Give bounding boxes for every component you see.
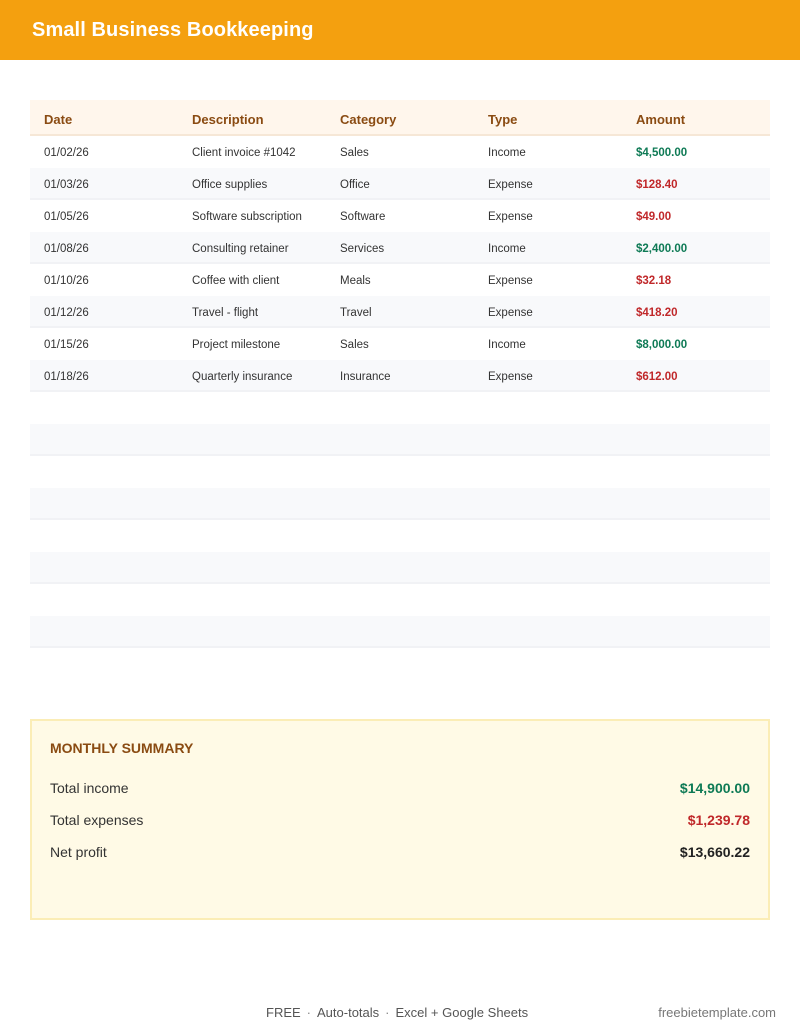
separator-dot: · [306,1005,312,1020]
cell-category: Sales [340,339,369,351]
cell-amount: $612.00 [636,371,678,383]
empty-row [30,520,770,552]
column-header-date: Date [44,112,73,127]
net-profit-label: Net profit [50,844,107,860]
cell-date: 01/18/26 [44,371,89,383]
cell-description: Project milestone [192,339,281,351]
cell-date: 01/12/26 [44,307,89,319]
footer-site-link[interactable]: freebietemplate.com [658,1005,776,1020]
empty-row [30,616,770,648]
cell-amount: $32.18 [636,275,672,287]
cell-description: Travel - flight [192,307,259,319]
cell-description: Consulting retainer [192,243,289,255]
cell-date: 01/05/26 [44,211,89,223]
cell-amount: $8,000.00 [636,339,688,351]
footer-formats: Excel + Google Sheets [395,1005,529,1020]
table-row [30,328,770,360]
summary-total-expenses [50,812,750,832]
cell-type: Expense [488,179,533,191]
cell-type: Expense [488,211,533,223]
cell-date: 01/10/26 [44,275,89,287]
cell-date: 01/15/26 [44,339,89,351]
summary-net-profit [50,844,750,864]
cell-date: 01/02/26 [44,147,89,159]
total-income-value: $14,900.00 [679,780,750,796]
table-row [30,200,770,232]
cell-category: Meals [340,275,371,287]
cell-type: Income [488,339,526,351]
cell-type: Expense [488,275,533,287]
cell-date: 01/03/26 [44,179,89,191]
cell-type: Income [488,243,526,255]
empty-row [30,392,770,424]
monthly-summary-box [30,719,770,920]
net-profit-value: $13,660.22 [679,844,750,860]
total-expenses-label: Total expenses [50,812,144,828]
column-header-category: Category [340,112,397,127]
summary-heading: MONTHLY SUMMARY [50,740,194,756]
cell-amount: $49.00 [636,211,672,223]
table-row [30,232,770,264]
table-row [30,168,770,200]
cell-amount: $4,500.00 [636,147,688,159]
empty-row [30,552,770,584]
cell-category: Services [340,243,385,255]
column-header-type: Type [488,112,518,127]
footer-features [266,1005,528,1020]
table-row [30,360,770,392]
footer-free: FREE [266,1005,301,1020]
page-title: Small Business Bookkeeping [32,19,314,41]
empty-row [30,456,770,488]
column-header-description: Description [192,112,264,127]
cell-category: Sales [340,147,369,159]
footer-auto-totals: Auto-totals [317,1005,380,1020]
ledger-header-row [30,100,770,136]
top-banner [0,0,800,60]
cell-date: 01/08/26 [44,243,89,255]
empty-row [30,488,770,520]
page-footer [0,1005,800,1021]
cell-description: Client invoice #1042 [192,147,296,159]
table-row [30,264,770,296]
cell-description: Coffee with client [192,275,280,287]
cell-category: Insurance [340,371,391,383]
separator-dot: · [385,1005,390,1020]
cell-description: Quarterly insurance [192,371,293,383]
cell-category: Office [340,179,370,191]
table-row [30,136,770,168]
cell-amount: $2,400.00 [636,243,688,255]
summary-total-income [50,780,750,800]
cell-type: Income [488,147,526,159]
cell-category: Travel [340,307,372,319]
cell-category: Software [340,211,386,223]
empty-row [30,424,770,456]
total-expenses-value: $1,239.78 [687,812,750,828]
cell-description: Office supplies [192,179,268,191]
total-income-label: Total income [50,780,129,796]
column-header-amount: Amount [636,112,686,127]
cell-type: Expense [488,307,533,319]
cell-amount: $418.20 [636,307,678,319]
empty-row [30,584,770,616]
cell-amount: $128.40 [636,179,678,191]
table-row [30,296,770,328]
ledger-table [30,100,770,648]
cell-description: Software subscription [192,211,302,223]
cell-type: Expense [488,371,533,383]
